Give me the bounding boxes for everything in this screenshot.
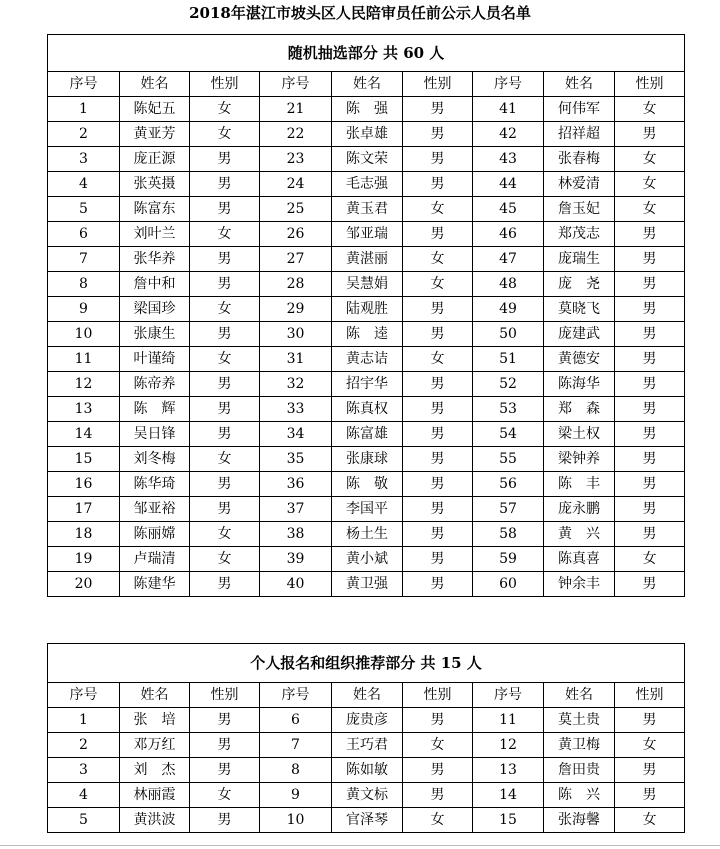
cell-no: 4 xyxy=(48,783,120,808)
section-title-row xyxy=(48,35,685,72)
table-row xyxy=(48,447,685,472)
cell-name: 官泽琴 xyxy=(332,808,403,833)
table-row xyxy=(48,708,685,733)
cell-name: 叶谨绮 xyxy=(120,347,190,372)
cell-name: 詹田贵 xyxy=(544,758,615,783)
cell-no: 18 xyxy=(48,522,120,547)
cell-no: 8 xyxy=(260,758,332,783)
cell-no: 21 xyxy=(260,97,332,122)
table-row xyxy=(48,497,685,522)
cell-no: 53 xyxy=(473,397,544,422)
cell-gender: 男 xyxy=(403,497,473,522)
cell-name: 莫晓飞 xyxy=(544,297,615,322)
cell-no: 31 xyxy=(260,347,332,372)
table-row xyxy=(48,247,685,272)
cell-no: 9 xyxy=(260,783,332,808)
cell-gender: 男 xyxy=(403,708,473,733)
cell-gender: 女 xyxy=(403,733,473,758)
cell-name: 詹中和 xyxy=(120,272,190,297)
cell-no: 13 xyxy=(473,758,544,783)
cell-name: 林爱清 xyxy=(544,172,615,197)
cell-name: 庞瑞生 xyxy=(544,247,615,272)
column-header-no: 序号 xyxy=(48,683,120,708)
cell-gender: 男 xyxy=(190,197,260,222)
cell-name: 王巧君 xyxy=(332,733,403,758)
cell-no: 57 xyxy=(473,497,544,522)
cell-no: 37 xyxy=(260,497,332,522)
cell-no: 48 xyxy=(473,272,544,297)
cell-no: 14 xyxy=(473,783,544,808)
cell-gender: 男 xyxy=(615,472,685,497)
cell-gender: 男 xyxy=(615,297,685,322)
cell-name: 吴慧娟 xyxy=(332,272,403,297)
cell-gender: 女 xyxy=(190,297,260,322)
cell-name: 刘冬梅 xyxy=(120,447,190,472)
cell-gender: 男 xyxy=(190,472,260,497)
cell-no: 54 xyxy=(473,422,544,447)
cell-no: 32 xyxy=(260,372,332,397)
cell-gender: 男 xyxy=(190,172,260,197)
cell-no: 20 xyxy=(48,572,120,597)
column-header-name: 姓名 xyxy=(544,683,615,708)
cell-gender: 男 xyxy=(403,422,473,447)
cell-gender: 男 xyxy=(615,572,685,597)
cell-gender: 女 xyxy=(190,222,260,247)
cell-name: 陈海华 xyxy=(544,372,615,397)
cell-no: 3 xyxy=(48,147,120,172)
cell-name: 陈帝养 xyxy=(120,372,190,397)
cell-name: 黄志诘 xyxy=(332,347,403,372)
cell-no: 5 xyxy=(48,808,120,833)
cell-no: 7 xyxy=(48,247,120,272)
column-header-name: 姓名 xyxy=(544,72,615,97)
cell-no: 29 xyxy=(260,297,332,322)
cell-gender: 女 xyxy=(190,122,260,147)
cell-no: 58 xyxy=(473,522,544,547)
cell-gender: 男 xyxy=(615,447,685,472)
cell-gender: 女 xyxy=(403,197,473,222)
cell-gender: 女 xyxy=(403,347,473,372)
cell-gender: 女 xyxy=(615,172,685,197)
cell-no: 40 xyxy=(260,572,332,597)
table-row xyxy=(48,783,685,808)
cell-no: 22 xyxy=(260,122,332,147)
cell-gender: 男 xyxy=(403,372,473,397)
section-title: 个人报名和组织推荐部分 共 15 人 xyxy=(48,644,685,683)
cell-gender: 男 xyxy=(615,422,685,447)
cell-no: 19 xyxy=(48,547,120,572)
cell-gender: 女 xyxy=(190,783,260,808)
cell-name: 梁国珍 xyxy=(120,297,190,322)
random-selection-table xyxy=(47,34,685,597)
cell-no: 47 xyxy=(473,247,544,272)
table-row xyxy=(48,347,685,372)
cell-no: 51 xyxy=(473,347,544,372)
column-header-gender: 性别 xyxy=(190,72,260,97)
cell-no: 52 xyxy=(473,372,544,397)
cell-name: 张卓雄 xyxy=(332,122,403,147)
cell-no: 11 xyxy=(48,347,120,372)
cell-name: 黄小斌 xyxy=(332,547,403,572)
table-row xyxy=(48,422,685,447)
cell-name: 张康生 xyxy=(120,322,190,347)
cell-no: 56 xyxy=(473,472,544,497)
cell-gender: 男 xyxy=(403,147,473,172)
cell-name: 招祥超 xyxy=(544,122,615,147)
cell-gender: 男 xyxy=(403,97,473,122)
cell-name: 陈 辉 xyxy=(120,397,190,422)
cell-gender: 男 xyxy=(403,572,473,597)
table-row xyxy=(48,272,685,297)
column-header-name: 姓名 xyxy=(120,72,190,97)
cell-no: 6 xyxy=(48,222,120,247)
cell-gender: 女 xyxy=(190,547,260,572)
table-row xyxy=(48,222,685,247)
cell-no: 42 xyxy=(473,122,544,147)
cell-no: 44 xyxy=(473,172,544,197)
cell-gender: 男 xyxy=(615,708,685,733)
cell-name: 陈丽嫦 xyxy=(120,522,190,547)
cell-no: 24 xyxy=(260,172,332,197)
cell-gender: 男 xyxy=(615,247,685,272)
cell-gender: 男 xyxy=(615,397,685,422)
cell-gender: 男 xyxy=(615,122,685,147)
cell-gender: 女 xyxy=(403,808,473,833)
cell-no: 8 xyxy=(48,272,120,297)
cell-name: 陈 逵 xyxy=(332,322,403,347)
table-row xyxy=(48,522,685,547)
cell-no: 2 xyxy=(48,733,120,758)
cell-no: 55 xyxy=(473,447,544,472)
column-header-gender: 性别 xyxy=(190,683,260,708)
column-header-no: 序号 xyxy=(260,72,332,97)
cell-no: 45 xyxy=(473,197,544,222)
cell-no: 1 xyxy=(48,97,120,122)
table-row xyxy=(48,147,685,172)
table-row xyxy=(48,172,685,197)
cell-gender: 男 xyxy=(190,372,260,397)
column-header-no: 序号 xyxy=(260,683,332,708)
cell-gender: 男 xyxy=(190,808,260,833)
cell-name: 黄卫梅 xyxy=(544,733,615,758)
cell-gender: 男 xyxy=(190,147,260,172)
cell-name: 黄湛丽 xyxy=(332,247,403,272)
cell-no: 13 xyxy=(48,397,120,422)
cell-name: 卢瑞清 xyxy=(120,547,190,572)
cell-name: 陈华琦 xyxy=(120,472,190,497)
cell-name: 梁土权 xyxy=(544,422,615,447)
personal-recommended-table xyxy=(47,643,685,833)
column-header-no: 序号 xyxy=(48,72,120,97)
cell-no: 38 xyxy=(260,522,332,547)
table-row xyxy=(48,322,685,347)
cell-no: 12 xyxy=(48,372,120,397)
cell-name: 邹亚裕 xyxy=(120,497,190,522)
cell-no: 9 xyxy=(48,297,120,322)
header-row xyxy=(48,72,685,97)
cell-no: 30 xyxy=(260,322,332,347)
cell-no: 34 xyxy=(260,422,332,447)
cell-name: 陈富东 xyxy=(120,197,190,222)
cell-gender: 男 xyxy=(190,497,260,522)
cell-no: 39 xyxy=(260,547,332,572)
cell-no: 12 xyxy=(473,733,544,758)
cell-name: 李国平 xyxy=(332,497,403,522)
cell-gender: 男 xyxy=(190,247,260,272)
cell-no: 26 xyxy=(260,222,332,247)
table-row xyxy=(48,397,685,422)
cell-gender: 男 xyxy=(190,733,260,758)
cell-gender: 女 xyxy=(190,347,260,372)
cell-no: 28 xyxy=(260,272,332,297)
cell-name: 毛志强 xyxy=(332,172,403,197)
cell-gender: 女 xyxy=(403,247,473,272)
cell-gender: 女 xyxy=(615,197,685,222)
cell-no: 6 xyxy=(260,708,332,733)
cell-name: 庞永鹏 xyxy=(544,497,615,522)
cell-name: 邓万红 xyxy=(120,733,190,758)
cell-no: 3 xyxy=(48,758,120,783)
section-title: 随机抽选部分 共 60 人 xyxy=(48,35,685,72)
cell-name: 何伟军 xyxy=(544,97,615,122)
cell-gender: 男 xyxy=(403,122,473,147)
cell-name: 黄文标 xyxy=(332,783,403,808)
cell-gender: 女 xyxy=(190,522,260,547)
table-row xyxy=(48,758,685,783)
cell-gender: 男 xyxy=(190,572,260,597)
cell-gender: 男 xyxy=(615,372,685,397)
cell-name: 陈文荣 xyxy=(332,147,403,172)
cell-name: 陈 兴 xyxy=(544,783,615,808)
column-header-gender: 性别 xyxy=(403,683,473,708)
cell-name: 招宇华 xyxy=(332,372,403,397)
cell-gender: 男 xyxy=(403,447,473,472)
cell-name: 庞贵彦 xyxy=(332,708,403,733)
column-header-name: 姓名 xyxy=(120,683,190,708)
cell-name: 黄德安 xyxy=(544,347,615,372)
cell-gender: 女 xyxy=(615,97,685,122)
cell-no: 17 xyxy=(48,497,120,522)
cell-name: 张康球 xyxy=(332,447,403,472)
table-row xyxy=(48,472,685,497)
cell-no: 49 xyxy=(473,297,544,322)
column-header-no: 序号 xyxy=(473,72,544,97)
cell-gender: 女 xyxy=(615,808,685,833)
table-row xyxy=(48,808,685,833)
cell-gender: 男 xyxy=(190,272,260,297)
cell-name: 陈 强 xyxy=(332,97,403,122)
cell-no: 4 xyxy=(48,172,120,197)
cell-no: 59 xyxy=(473,547,544,572)
cell-no: 10 xyxy=(260,808,332,833)
cell-gender: 男 xyxy=(403,472,473,497)
cell-gender: 女 xyxy=(403,272,473,297)
section-title-row xyxy=(48,644,685,683)
cell-gender: 男 xyxy=(615,347,685,372)
cell-gender: 男 xyxy=(403,758,473,783)
cell-gender: 男 xyxy=(615,322,685,347)
cell-gender: 男 xyxy=(403,222,473,247)
cell-gender: 女 xyxy=(615,147,685,172)
table-row xyxy=(48,547,685,572)
cell-no: 43 xyxy=(473,147,544,172)
cell-no: 1 xyxy=(48,708,120,733)
cell-name: 林丽霞 xyxy=(120,783,190,808)
cell-gender: 男 xyxy=(615,783,685,808)
cell-gender: 男 xyxy=(615,522,685,547)
cell-no: 25 xyxy=(260,197,332,222)
cell-gender: 男 xyxy=(615,222,685,247)
cell-name: 黄洪波 xyxy=(120,808,190,833)
table-row xyxy=(48,97,685,122)
cell-no: 33 xyxy=(260,397,332,422)
column-header-name: 姓名 xyxy=(332,72,403,97)
cell-gender: 男 xyxy=(403,322,473,347)
table-row xyxy=(48,122,685,147)
cell-gender: 男 xyxy=(190,708,260,733)
page-title: 2018年湛江市坡头区人民陪审员任前公示人员名单 xyxy=(189,4,531,22)
page-bottom-divider xyxy=(0,845,720,846)
cell-no: 50 xyxy=(473,322,544,347)
cell-name: 钟余丰 xyxy=(544,572,615,597)
column-header-name: 姓名 xyxy=(332,683,403,708)
cell-no: 46 xyxy=(473,222,544,247)
cell-no: 2 xyxy=(48,122,120,147)
cell-name: 张海馨 xyxy=(544,808,615,833)
cell-gender: 男 xyxy=(190,422,260,447)
cell-name: 詹玉妃 xyxy=(544,197,615,222)
cell-name: 陆观胜 xyxy=(332,297,403,322)
cell-gender: 男 xyxy=(190,322,260,347)
cell-gender: 女 xyxy=(615,547,685,572)
cell-gender: 男 xyxy=(615,272,685,297)
cell-no: 5 xyxy=(48,197,120,222)
cell-no: 27 xyxy=(260,247,332,272)
cell-no: 7 xyxy=(260,733,332,758)
cell-gender: 男 xyxy=(403,547,473,572)
cell-name: 张华养 xyxy=(120,247,190,272)
cell-name: 庞正源 xyxy=(120,147,190,172)
cell-name: 陈 敬 xyxy=(332,472,403,497)
column-header-no: 序号 xyxy=(473,683,544,708)
cell-no: 23 xyxy=(260,147,332,172)
cell-no: 41 xyxy=(473,97,544,122)
cell-gender: 女 xyxy=(190,97,260,122)
column-header-gender: 性别 xyxy=(615,72,685,97)
table-row xyxy=(48,297,685,322)
cell-no: 35 xyxy=(260,447,332,472)
cell-gender: 男 xyxy=(190,397,260,422)
cell-gender: 男 xyxy=(403,783,473,808)
cell-name: 陈 丰 xyxy=(544,472,615,497)
cell-name: 莫土贵 xyxy=(544,708,615,733)
cell-gender: 男 xyxy=(403,297,473,322)
cell-gender: 女 xyxy=(190,447,260,472)
cell-gender: 男 xyxy=(615,497,685,522)
cell-name: 郑 森 xyxy=(544,397,615,422)
cell-no: 60 xyxy=(473,572,544,597)
cell-no: 14 xyxy=(48,422,120,447)
cell-name: 吴日锋 xyxy=(120,422,190,447)
cell-gender: 男 xyxy=(190,758,260,783)
cell-name: 刘 杰 xyxy=(120,758,190,783)
cell-name: 庞建武 xyxy=(544,322,615,347)
cell-gender: 男 xyxy=(403,172,473,197)
cell-gender: 男 xyxy=(403,397,473,422)
cell-gender: 男 xyxy=(403,522,473,547)
cell-no: 36 xyxy=(260,472,332,497)
cell-name: 黄亚芳 xyxy=(120,122,190,147)
cell-gender: 男 xyxy=(615,758,685,783)
cell-name: 黄 兴 xyxy=(544,522,615,547)
cell-name: 梁钟养 xyxy=(544,447,615,472)
cell-name: 杨土生 xyxy=(332,522,403,547)
cell-name: 陈真权 xyxy=(332,397,403,422)
column-header-gender: 性别 xyxy=(615,683,685,708)
table-row xyxy=(48,372,685,397)
cell-name: 邹亚瑞 xyxy=(332,222,403,247)
table-row xyxy=(48,733,685,758)
header-row xyxy=(48,683,685,708)
cell-name: 陈建华 xyxy=(120,572,190,597)
cell-name: 刘叶兰 xyxy=(120,222,190,247)
table-row xyxy=(48,572,685,597)
cell-name: 陈妃五 xyxy=(120,97,190,122)
cell-name: 张英摄 xyxy=(120,172,190,197)
table-row xyxy=(48,197,685,222)
cell-name: 庞 尧 xyxy=(544,272,615,297)
cell-no: 11 xyxy=(473,708,544,733)
column-header-gender: 性别 xyxy=(403,72,473,97)
cell-name: 郑茂志 xyxy=(544,222,615,247)
cell-name: 陈真喜 xyxy=(544,547,615,572)
cell-no: 15 xyxy=(473,808,544,833)
cell-name: 张春梅 xyxy=(544,147,615,172)
cell-name: 陈富雄 xyxy=(332,422,403,447)
cell-name: 陈如敏 xyxy=(332,758,403,783)
cell-gender: 女 xyxy=(615,733,685,758)
cell-no: 15 xyxy=(48,447,120,472)
cell-no: 10 xyxy=(48,322,120,347)
cell-name: 张 培 xyxy=(120,708,190,733)
cell-name: 黄卫强 xyxy=(332,572,403,597)
cell-no: 16 xyxy=(48,472,120,497)
cell-name: 黄玉君 xyxy=(332,197,403,222)
